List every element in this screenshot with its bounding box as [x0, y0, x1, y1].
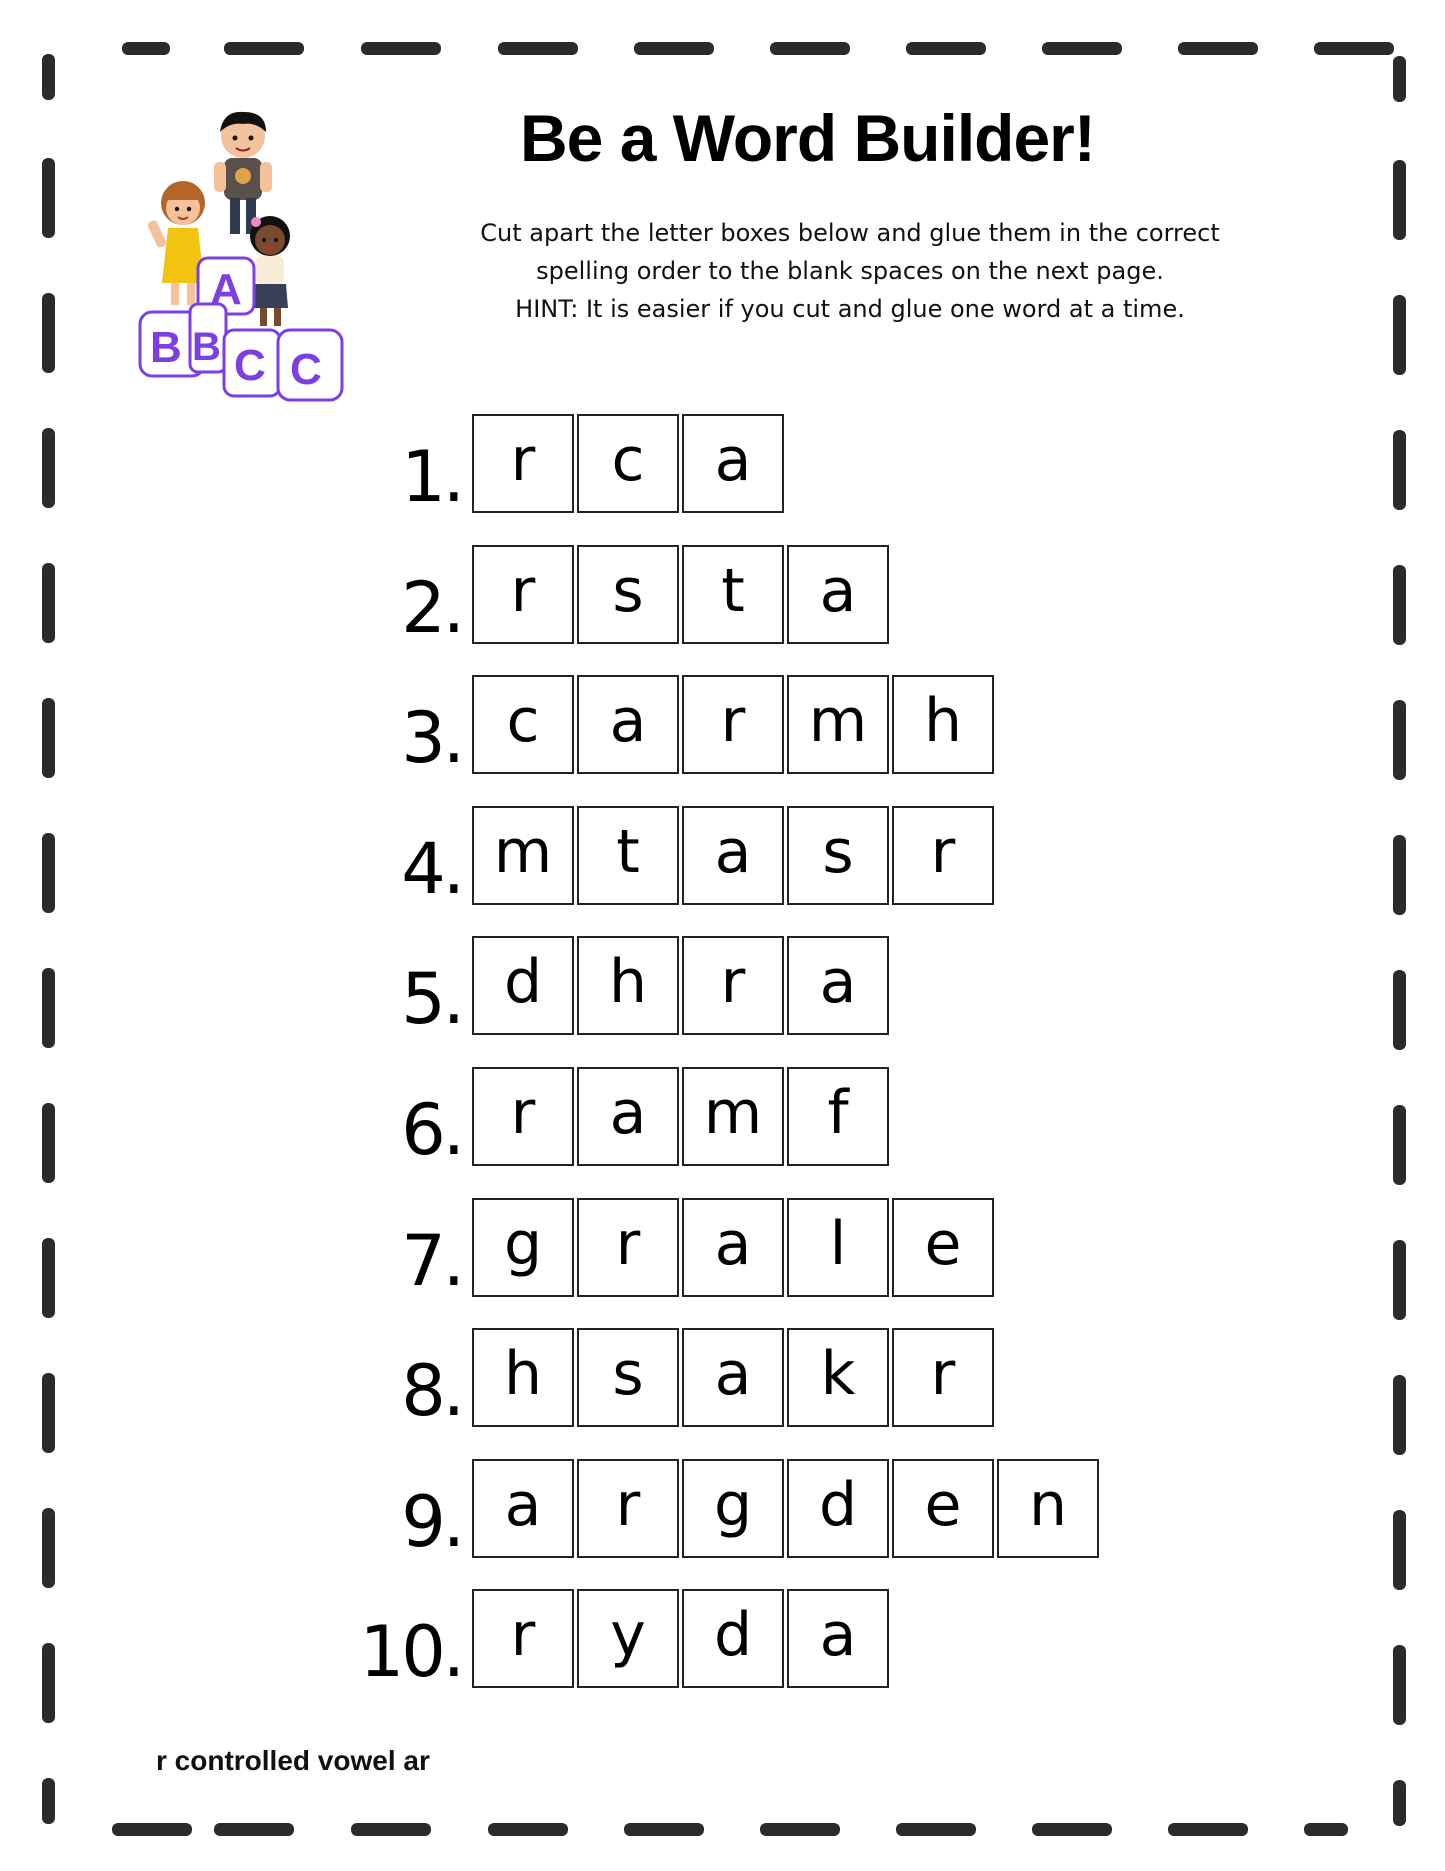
- border-dash: [1393, 295, 1406, 375]
- letter-box: m: [472, 806, 574, 905]
- border-dash: [1178, 42, 1258, 55]
- letter-box: a: [472, 1459, 574, 1558]
- border-dash: [1393, 700, 1406, 780]
- letter-box: f: [787, 1067, 889, 1166]
- border-dash: [1393, 1780, 1406, 1826]
- letter-box: a: [787, 1589, 889, 1688]
- word-number: 6.: [401, 1089, 462, 1171]
- letter-box: d: [682, 1589, 784, 1688]
- letter-box: a: [682, 806, 784, 905]
- border-dash: [1042, 42, 1122, 55]
- girl-right-figure: [250, 216, 290, 326]
- block-letter: A: [210, 265, 242, 314]
- border-dash: [906, 42, 986, 55]
- letter-box: m: [682, 1067, 784, 1166]
- border-dash: [1304, 1823, 1348, 1836]
- letter-box: n: [997, 1459, 1099, 1558]
- letter-box: r: [682, 675, 784, 774]
- border-dash: [1168, 1823, 1248, 1836]
- border-dash: [1393, 1645, 1406, 1725]
- letter-box: y: [577, 1589, 679, 1688]
- letter-box: r: [472, 1589, 574, 1688]
- letter-box: c: [472, 675, 574, 774]
- border-dash: [896, 1823, 976, 1836]
- block-letter: C: [234, 341, 266, 390]
- girl-left-figure: [147, 181, 205, 305]
- letter-box: g: [472, 1198, 574, 1297]
- block-letter: B: [192, 325, 221, 369]
- letter-box: r: [892, 806, 994, 905]
- word-number: 1.: [401, 436, 462, 518]
- word-number: 7.: [401, 1220, 462, 1302]
- block-letter: B: [150, 323, 182, 372]
- letter-box: h: [577, 936, 679, 1035]
- instruction-line: HINT: It is easier if you cut and glue one word at a time.: [515, 295, 1185, 323]
- border-dash: [1393, 430, 1406, 510]
- word-number: 9.: [401, 1481, 462, 1563]
- letter-box: t: [682, 545, 784, 644]
- letter-box: s: [787, 806, 889, 905]
- border-dash: [224, 42, 304, 55]
- letter-box: r: [472, 414, 574, 513]
- border-dash: [1393, 970, 1406, 1050]
- border-dash: [42, 158, 55, 238]
- kids-on-abc-blocks-illustration: [138, 108, 348, 418]
- border-dash: [624, 1823, 704, 1836]
- border-dash: [1393, 1375, 1406, 1455]
- page-title: Be a Word Builder!: [520, 101, 1095, 175]
- letter-box: g: [682, 1459, 784, 1558]
- letter-box: t: [577, 806, 679, 905]
- letter-box: h: [892, 675, 994, 774]
- border-dash: [122, 42, 170, 55]
- letter-box: l: [787, 1198, 889, 1297]
- word-number: 10.: [359, 1611, 462, 1693]
- letter-box: r: [472, 1067, 574, 1166]
- letter-box: e: [892, 1459, 994, 1558]
- letter-box: r: [892, 1328, 994, 1427]
- boy-figure: [214, 112, 272, 234]
- letter-box: r: [577, 1459, 679, 1558]
- border-dash: [351, 1823, 431, 1836]
- border-dash: [1393, 835, 1406, 915]
- border-dash: [1393, 56, 1406, 102]
- letter-box: k: [787, 1328, 889, 1427]
- letter-box: c: [577, 414, 679, 513]
- border-dash: [488, 1823, 568, 1836]
- letter-box: a: [787, 936, 889, 1035]
- word-number: 4.: [401, 828, 462, 910]
- border-dash: [770, 42, 850, 55]
- border-dash: [1314, 42, 1394, 55]
- border-dash: [112, 1823, 192, 1836]
- letter-box: r: [577, 1198, 679, 1297]
- letter-box: m: [787, 675, 889, 774]
- border-dash: [1393, 1240, 1406, 1320]
- border-dash: [214, 1823, 294, 1836]
- instruction-line: spelling order to the blank spaces on the next page.: [536, 257, 1164, 285]
- border-dash: [498, 42, 578, 55]
- letter-box: s: [577, 545, 679, 644]
- block-letter: C: [290, 345, 322, 394]
- word-number: 3.: [401, 697, 462, 779]
- letter-box: a: [682, 414, 784, 513]
- border-dash: [42, 293, 55, 373]
- letter-box: e: [892, 1198, 994, 1297]
- instructions: [440, 214, 1260, 328]
- border-dash: [42, 1778, 55, 1824]
- letter-box: s: [577, 1328, 679, 1427]
- instruction-line: Cut apart the letter boxes below and glue them in the correct: [480, 219, 1220, 247]
- letter-box: a: [787, 545, 889, 644]
- border-dash: [361, 42, 441, 55]
- border-dash: [42, 54, 55, 100]
- letter-box: a: [577, 675, 679, 774]
- border-dash: [1393, 160, 1406, 240]
- border-dash: [1393, 565, 1406, 645]
- letter-box: a: [682, 1328, 784, 1427]
- border-dash: [1393, 1510, 1406, 1590]
- border-dash: [1393, 1105, 1406, 1185]
- word-number: 8.: [401, 1350, 462, 1432]
- letter-box: a: [577, 1067, 679, 1166]
- word-number: 2.: [401, 567, 462, 649]
- border-dash: [760, 1823, 840, 1836]
- letter-box: h: [472, 1328, 574, 1427]
- letter-box: r: [682, 936, 784, 1035]
- footer-note: r controlled vowel ar: [156, 1745, 430, 1776]
- letter-box: d: [787, 1459, 889, 1558]
- letter-box: r: [472, 545, 574, 644]
- border-dash: [1032, 1823, 1112, 1836]
- letter-box: a: [682, 1198, 784, 1297]
- border-dash: [634, 42, 714, 55]
- letter-box: d: [472, 936, 574, 1035]
- word-number: 5.: [401, 958, 462, 1040]
